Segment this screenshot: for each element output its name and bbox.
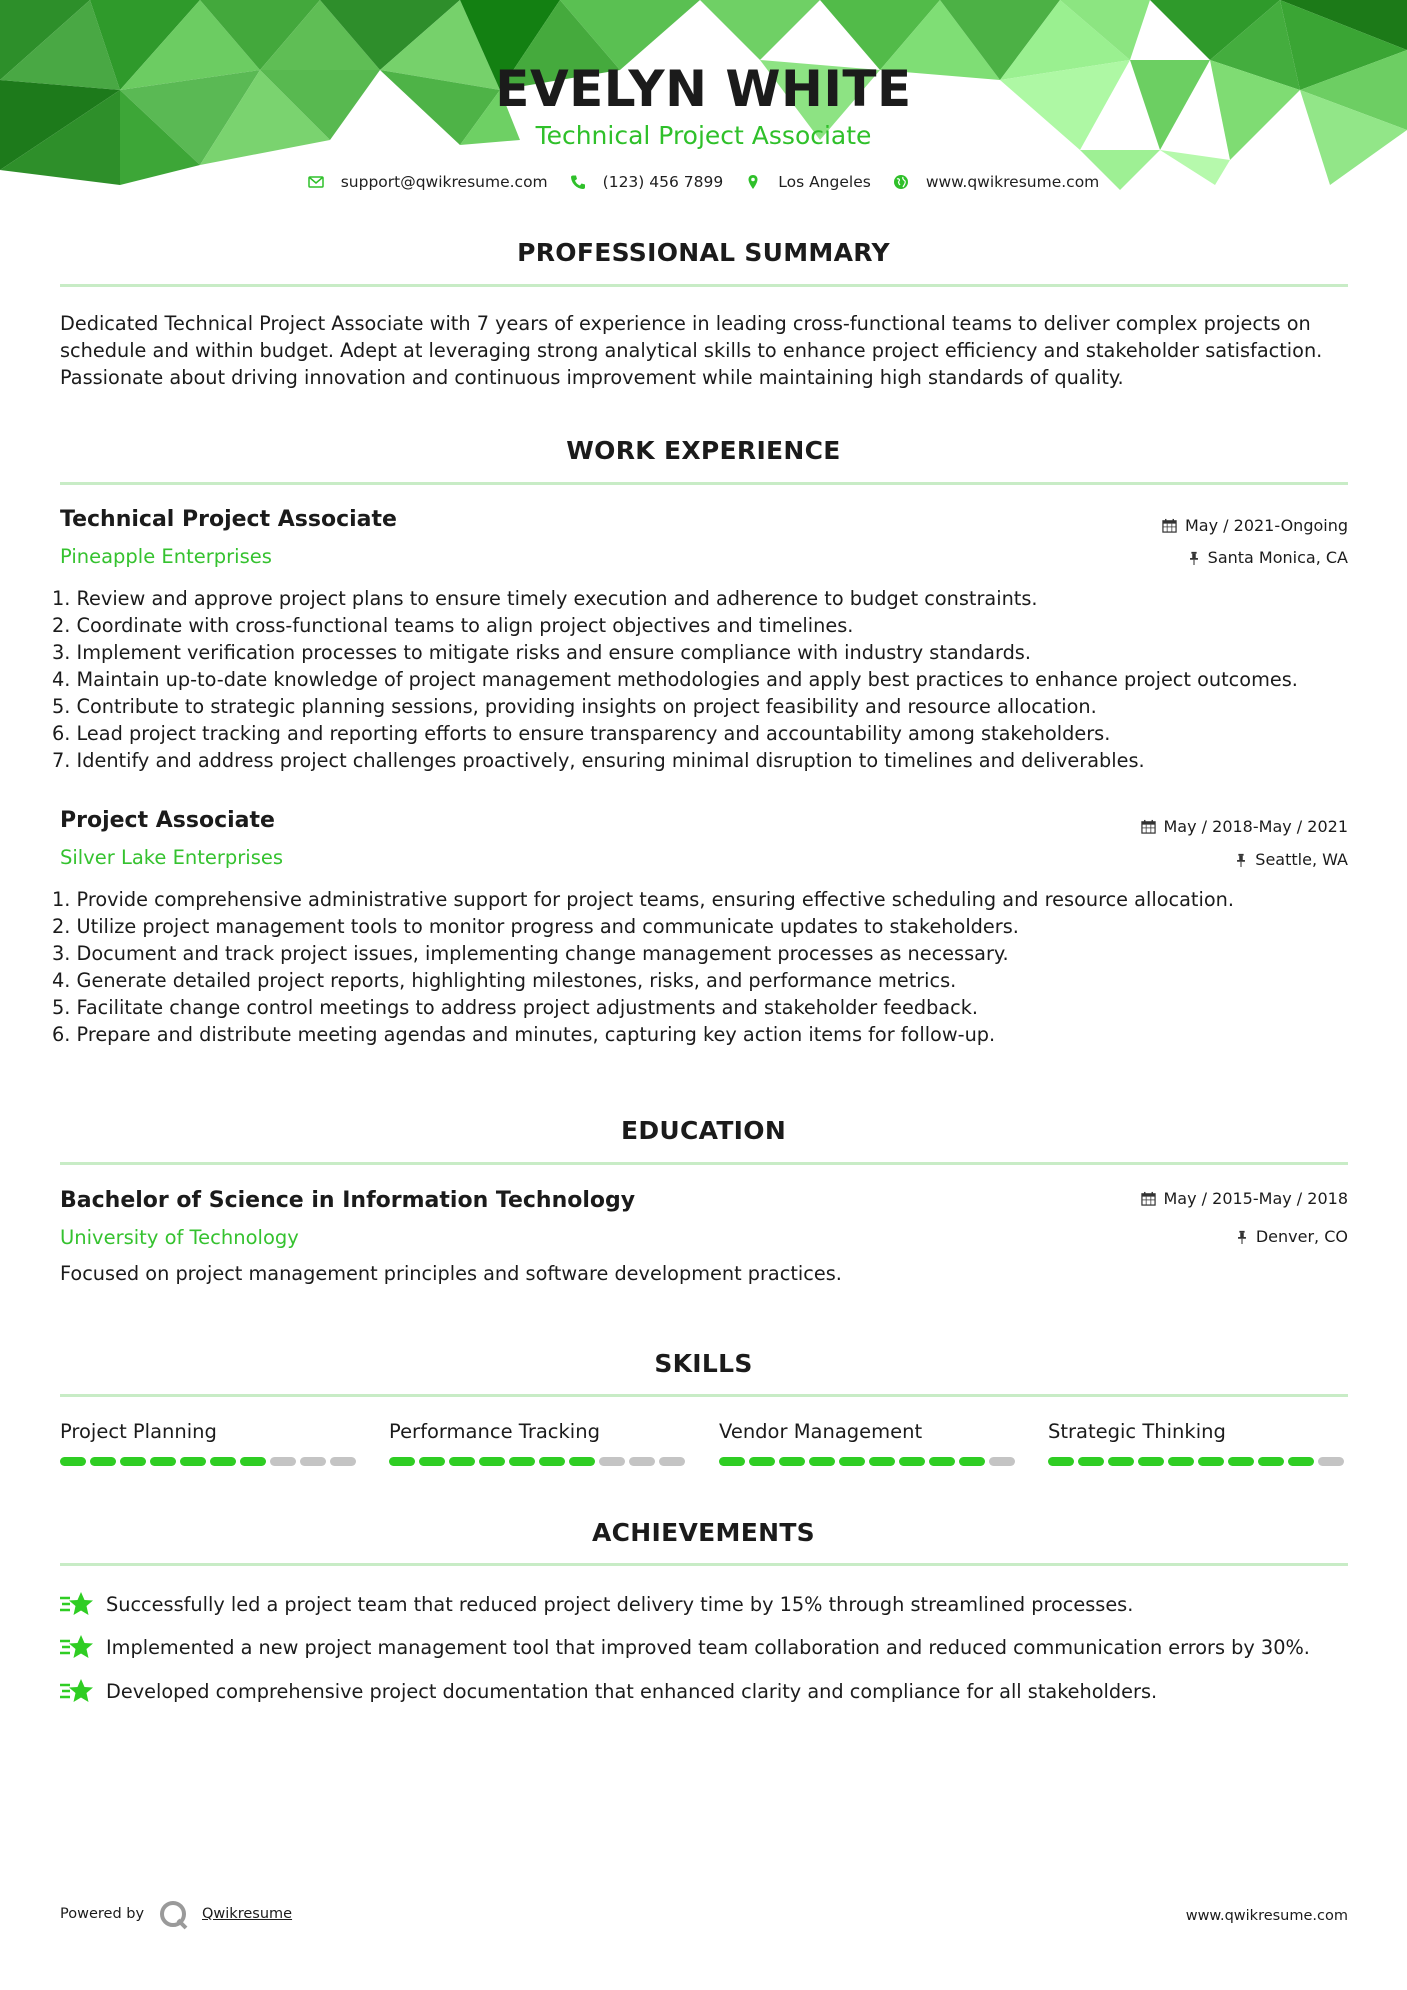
skill-segment-filled: [1048, 1457, 1074, 1466]
skill-segment-filled: [779, 1457, 805, 1466]
pushpin-icon: [1236, 1230, 1248, 1244]
skill-segment-filled: [929, 1457, 955, 1466]
list-item: 5. Contribute to strategic planning sessions, providing insights on project feasibility and resource allocation.: [52, 695, 1097, 718]
skill-segment-empty: [330, 1457, 356, 1466]
email-text: support@qwikresume.com: [340, 173, 548, 191]
skill-segment-filled: [1168, 1457, 1194, 1466]
skill-segment-filled: [959, 1457, 985, 1466]
skill-segment-filled: [869, 1457, 895, 1466]
list-item: 6. Prepare and distribute meeting agendas and minutes, capturing key action items for follow-up.: [52, 1023, 996, 1046]
skill-item: [719, 1420, 1019, 1466]
contact-website[interactable]: [893, 173, 1099, 191]
star-icon: [60, 1590, 94, 1618]
skill-segment-filled: [389, 1457, 415, 1466]
skill-level-bar: [1048, 1457, 1348, 1466]
skill-segment-empty: [300, 1457, 326, 1466]
skill-segment-filled: [539, 1457, 565, 1466]
skill-segment-empty: [599, 1457, 625, 1466]
phone-text: (123) 456 7899: [602, 173, 724, 191]
location-text: Los Angeles: [778, 173, 871, 191]
skill-name: Vendor Management: [719, 1420, 923, 1443]
achievement-text: Implemented a new project management tool that improved team collaboration and reduced communication errors by 30%.: [106, 1635, 1310, 1659]
list-item: 1. Provide comprehensive administrative support for project teams, ensuring effective scheduling and resource allocation.: [52, 888, 1234, 911]
company-name: Silver Lake Enterprises: [60, 846, 284, 869]
skill-level-bar: [719, 1457, 1019, 1466]
list-item: 6. Lead project tracking and reporting efforts to ensure transparency and accountability among stakeholders.: [52, 722, 1111, 745]
education-location: [1236, 1227, 1348, 1246]
star-icon: [60, 1677, 94, 1705]
achievement-text: Successfully led a project team that reduced project delivery time by 15% through streamlined processes.: [106, 1592, 1134, 1616]
education-location-text: Denver, CO: [1255, 1227, 1348, 1246]
section-divider: [60, 1162, 1348, 1165]
skill-segment-filled: [899, 1457, 925, 1466]
globe-icon: [893, 174, 909, 190]
education-heading: EDUCATION: [620, 1116, 787, 1145]
section-divider: [60, 1563, 1348, 1566]
skill-item: [60, 1420, 360, 1466]
skill-name: Performance Tracking: [389, 1420, 600, 1443]
job-location: [1188, 548, 1348, 567]
skill-item: [389, 1420, 689, 1466]
school-name: University of Technology: [60, 1226, 299, 1249]
skill-segment-empty: [1318, 1457, 1344, 1466]
summary-text: Dedicated Technical Project Associate with 7 years of experience in leading cross-functional teams to deliver complex projects on schedule and within budget. Adept at leveraging strong analytical skills to enhance project efficiency and stakeholder satisfaction. Passionate about driving innovation and continuous improvement while maintaining high standards of quality.: [60, 312, 1323, 389]
contact-phone[interactable]: [570, 173, 724, 191]
skill-segment-empty: [989, 1457, 1015, 1466]
list-item: 3. Implement verification processes to mitigate risks and ensure compliance with industry standards.: [52, 641, 1031, 664]
phone-icon: [570, 174, 586, 190]
section-divider: [60, 1394, 1348, 1397]
skill-segment-filled: [150, 1457, 176, 1466]
footer: [60, 1900, 1348, 1930]
job-dates: [1162, 516, 1348, 535]
envelope-icon: [308, 174, 324, 190]
qwikresume-link[interactable]: Qwikresume: [202, 1906, 293, 1922]
education-description: Focused on project management principles and software development practices.: [60, 1262, 842, 1285]
skill-segment-filled: [1288, 1457, 1314, 1466]
list-item: 4. Maintain up-to-date knowledge of project management methodologies and apply best practices to enhance project outcomes.: [52, 668, 1298, 691]
skill-segment-filled: [1138, 1457, 1164, 1466]
star-icon: [60, 1633, 94, 1661]
website-text: www.qwikresume.com: [925, 173, 1100, 191]
skill-segment-filled: [180, 1457, 206, 1466]
list-item: 1. Review and approve project plans to ensure timely execution and adherence to budget constraints.: [52, 587, 1038, 610]
list-item: 7. Identify and address project challenges proactively, ensuring minimal disruption to timelines and deliverables.: [52, 749, 1145, 772]
skill-item: [1048, 1420, 1348, 1466]
skill-segment-filled: [809, 1457, 835, 1466]
contact-bar: [0, 173, 1407, 191]
job-title: Project Associate: [60, 808, 275, 833]
skill-segment-filled: [749, 1457, 775, 1466]
skill-segment-filled: [1198, 1457, 1224, 1466]
pushpin-icon: [1235, 853, 1247, 867]
calendar-icon: [1141, 1191, 1156, 1206]
skill-level-bar: [60, 1457, 360, 1466]
skills-heading: SKILLS: [654, 1349, 753, 1378]
qwikresume-logo-icon: [158, 1900, 190, 1930]
skill-segment-empty: [659, 1457, 685, 1466]
list-item: 2. Coordinate with cross-functional teams to align project objectives and timelines.: [52, 614, 854, 637]
job-dates-text: May / 2018-May / 2021: [1163, 817, 1348, 836]
job-location: [1235, 850, 1348, 869]
skill-segment-filled: [569, 1457, 595, 1466]
skill-segment-empty: [629, 1457, 655, 1466]
skill-segment-filled: [1108, 1457, 1134, 1466]
skill-segment-filled: [479, 1457, 505, 1466]
summary-heading: PROFESSIONAL SUMMARY: [517, 238, 890, 267]
duties-list: [52, 886, 1372, 1048]
job-location-text: Santa Monica, CA: [1207, 548, 1348, 567]
achievements-heading: ACHIEVEMENTS: [592, 1518, 815, 1547]
company-name: Pineapple Enterprises: [60, 545, 272, 568]
achievement-item: [60, 1633, 1310, 1661]
skill-segment-filled: [419, 1457, 445, 1466]
education-dates-text: May / 2015-May / 2018: [1163, 1189, 1348, 1208]
candidate-role: Technical Project Associate: [535, 121, 872, 150]
job-dates: [1141, 817, 1349, 836]
skill-segment-filled: [60, 1457, 86, 1466]
education-dates: [1141, 1189, 1349, 1208]
section-divider: [60, 284, 1348, 287]
skill-segment-filled: [1258, 1457, 1284, 1466]
section-divider: [60, 482, 1348, 485]
job-title: Technical Project Associate: [60, 507, 397, 532]
list-item: 5. Facilitate change control meetings to address project adjustments and stakeholder feedback.: [52, 996, 979, 1019]
skill-segment-filled: [1228, 1457, 1254, 1466]
powered-by-label: Powered by: [60, 1906, 145, 1922]
achievement-item: [60, 1677, 1157, 1705]
contact-location: [745, 173, 871, 191]
skill-segment-filled: [449, 1457, 475, 1466]
skill-segment-filled: [240, 1457, 266, 1466]
footer-website[interactable]: www.qwikresume.com: [1185, 1908, 1348, 1924]
job-dates-text: May / 2021-Ongoing: [1185, 516, 1348, 535]
pushpin-icon: [1188, 551, 1200, 565]
skill-segment-filled: [719, 1457, 745, 1466]
duties-list: [52, 585, 1372, 774]
skill-segment-filled: [120, 1457, 146, 1466]
skill-segment-filled: [1078, 1457, 1104, 1466]
map-pin-icon: [745, 174, 761, 190]
candidate-name: EVELYN WHITE: [495, 60, 912, 118]
list-item: 2. Utilize project management tools to monitor progress and communicate updates to stakeholders.: [52, 915, 1019, 938]
skill-name: Project Planning: [60, 1420, 217, 1443]
experience-heading: WORK EXPERIENCE: [566, 436, 841, 465]
achievement-text: Developed comprehensive project documentation that enhanced clarity and compliance for all stakeholders.: [106, 1679, 1158, 1703]
contact-email[interactable]: [308, 173, 548, 191]
skill-segment-empty: [270, 1457, 296, 1466]
list-item: 3. Document and track project issues, implementing change management processes as necessary.: [52, 942, 1009, 965]
calendar-icon: [1141, 819, 1156, 834]
list-item: 4. Generate detailed project reports, highlighting milestones, risks, and performance metrics.: [52, 969, 957, 992]
skill-segment-filled: [210, 1457, 236, 1466]
skill-name: Strategic Thinking: [1048, 1420, 1226, 1443]
degree-title: Bachelor of Science in Information Technology: [60, 1188, 636, 1213]
skill-level-bar: [389, 1457, 689, 1466]
job-location-text: Seattle, WA: [1255, 850, 1348, 869]
skill-segment-filled: [839, 1457, 865, 1466]
achievement-item: [60, 1590, 1133, 1618]
calendar-icon: [1162, 518, 1177, 533]
skill-segment-filled: [509, 1457, 535, 1466]
skill-segment-filled: [90, 1457, 116, 1466]
